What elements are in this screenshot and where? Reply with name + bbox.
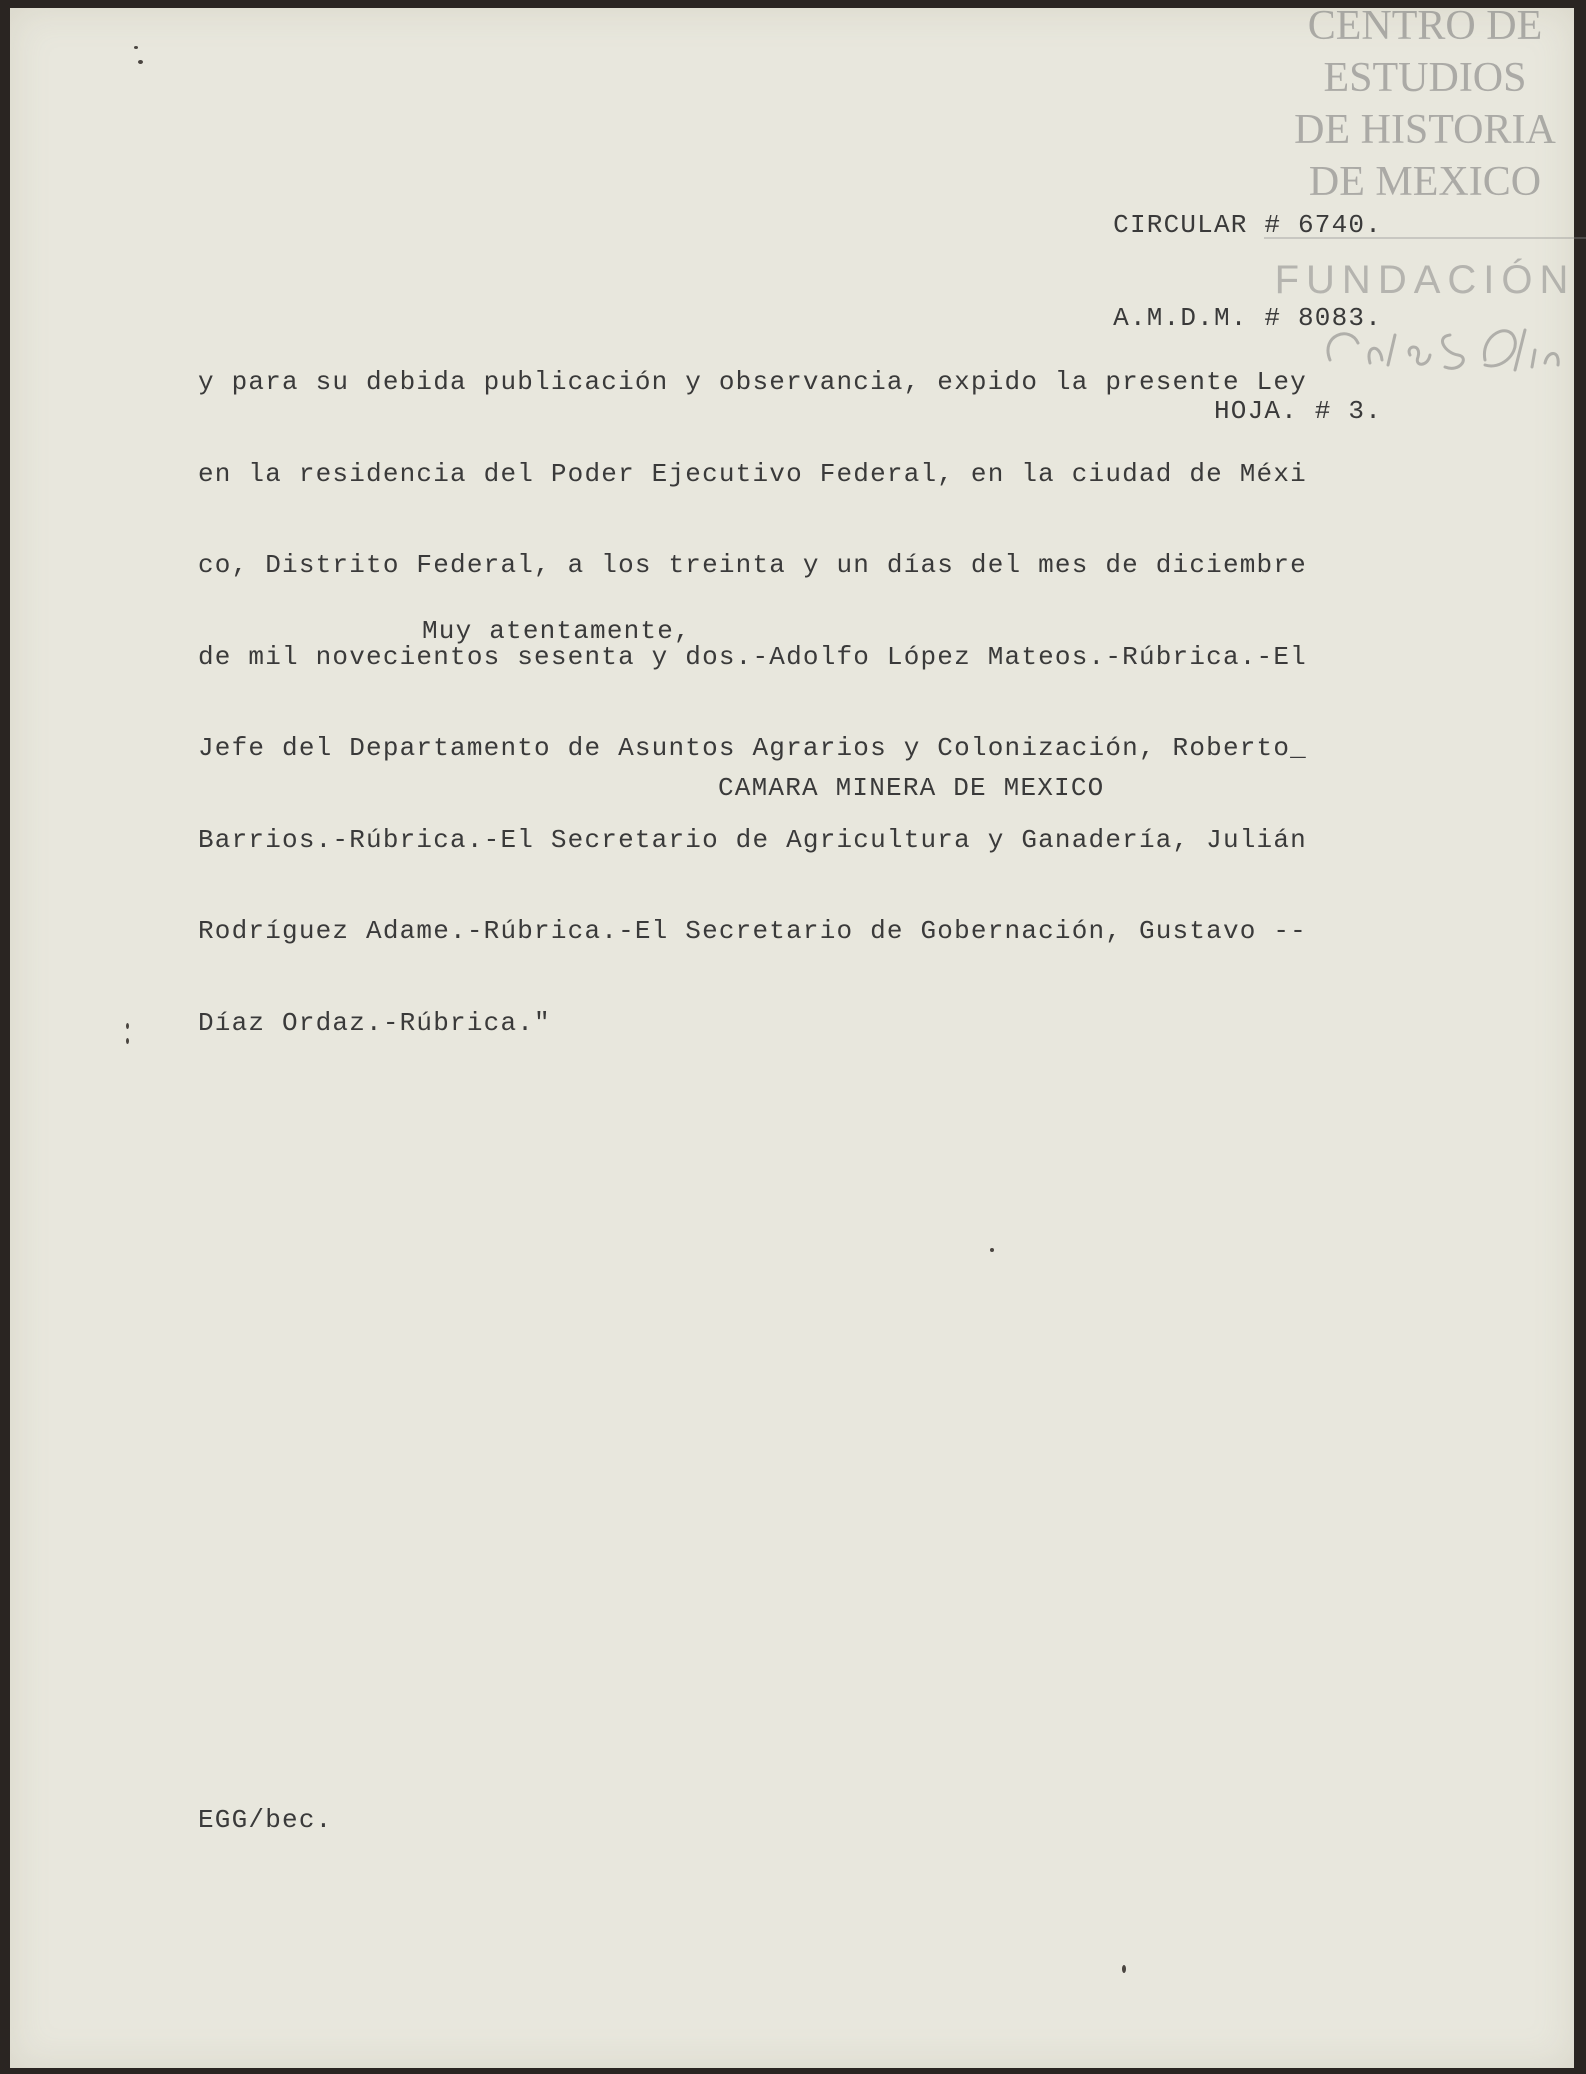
body-line: de mil novecientos sesenta y dos.-Adolfo López Mateos.-Rúbrica.-El xyxy=(198,641,1307,672)
stamp-divider xyxy=(1264,237,1586,239)
body-line: Rodríguez Adame.-Rúbrica.-El Secretario de Gobernación, Gustavo -- xyxy=(198,916,1307,946)
reference-initials: EGG/bec. xyxy=(198,1805,333,1835)
paper-speck xyxy=(134,46,138,49)
body-line: co, Distrito Federal, a los treinta y un días del mes de diciembre xyxy=(198,550,1307,580)
body-line: en la residencia del Poder Ejecutivo Federal, en la ciudad de Méxi xyxy=(198,458,1307,489)
amdm-number: A.M.D.M. # 8083. xyxy=(1113,303,1382,333)
body-line: Díaz Ordaz.-Rúbrica." xyxy=(198,1007,551,1038)
closing-salutation: Muy atentamente, xyxy=(422,616,691,646)
signature-block: CAMARA MINERA DE MEXICO xyxy=(718,773,1105,803)
circular-number: CIRCULAR # 6740. xyxy=(1113,210,1382,240)
body-line: Barrios.-Rúbrica.-El Secretario de Agricultura y Ganadería, Julián xyxy=(198,824,1307,855)
stamp-line: DE HISTORIA xyxy=(1294,107,1556,153)
stamp-line: DE MEXICO xyxy=(1308,159,1542,205)
paper-speck xyxy=(990,1248,994,1252)
body-line: y para su debida publicación y observancia, expido la presente Ley xyxy=(198,367,1307,397)
body-line: Jefe del Departamento de Asuntos Agrarios y Colonización, Roberto_ xyxy=(198,733,1307,763)
archive-watermark-stamp xyxy=(1264,0,1586,245)
sheet-number: HOJA. # 3. xyxy=(1213,396,1382,426)
paper-speck xyxy=(126,1023,129,1029)
stamp-foundation-label: FUNDACIÓN xyxy=(1274,258,1576,302)
paper-speck xyxy=(138,60,143,64)
stamp-line: ESTUDIOS xyxy=(1323,55,1527,101)
paper-speck xyxy=(1122,1965,1126,1973)
stamp-signature-logo xyxy=(1310,315,1570,385)
body-paragraph xyxy=(198,306,1307,1099)
paper-speck xyxy=(126,1038,129,1044)
stamp-line: CENTRO DE xyxy=(1307,3,1543,49)
